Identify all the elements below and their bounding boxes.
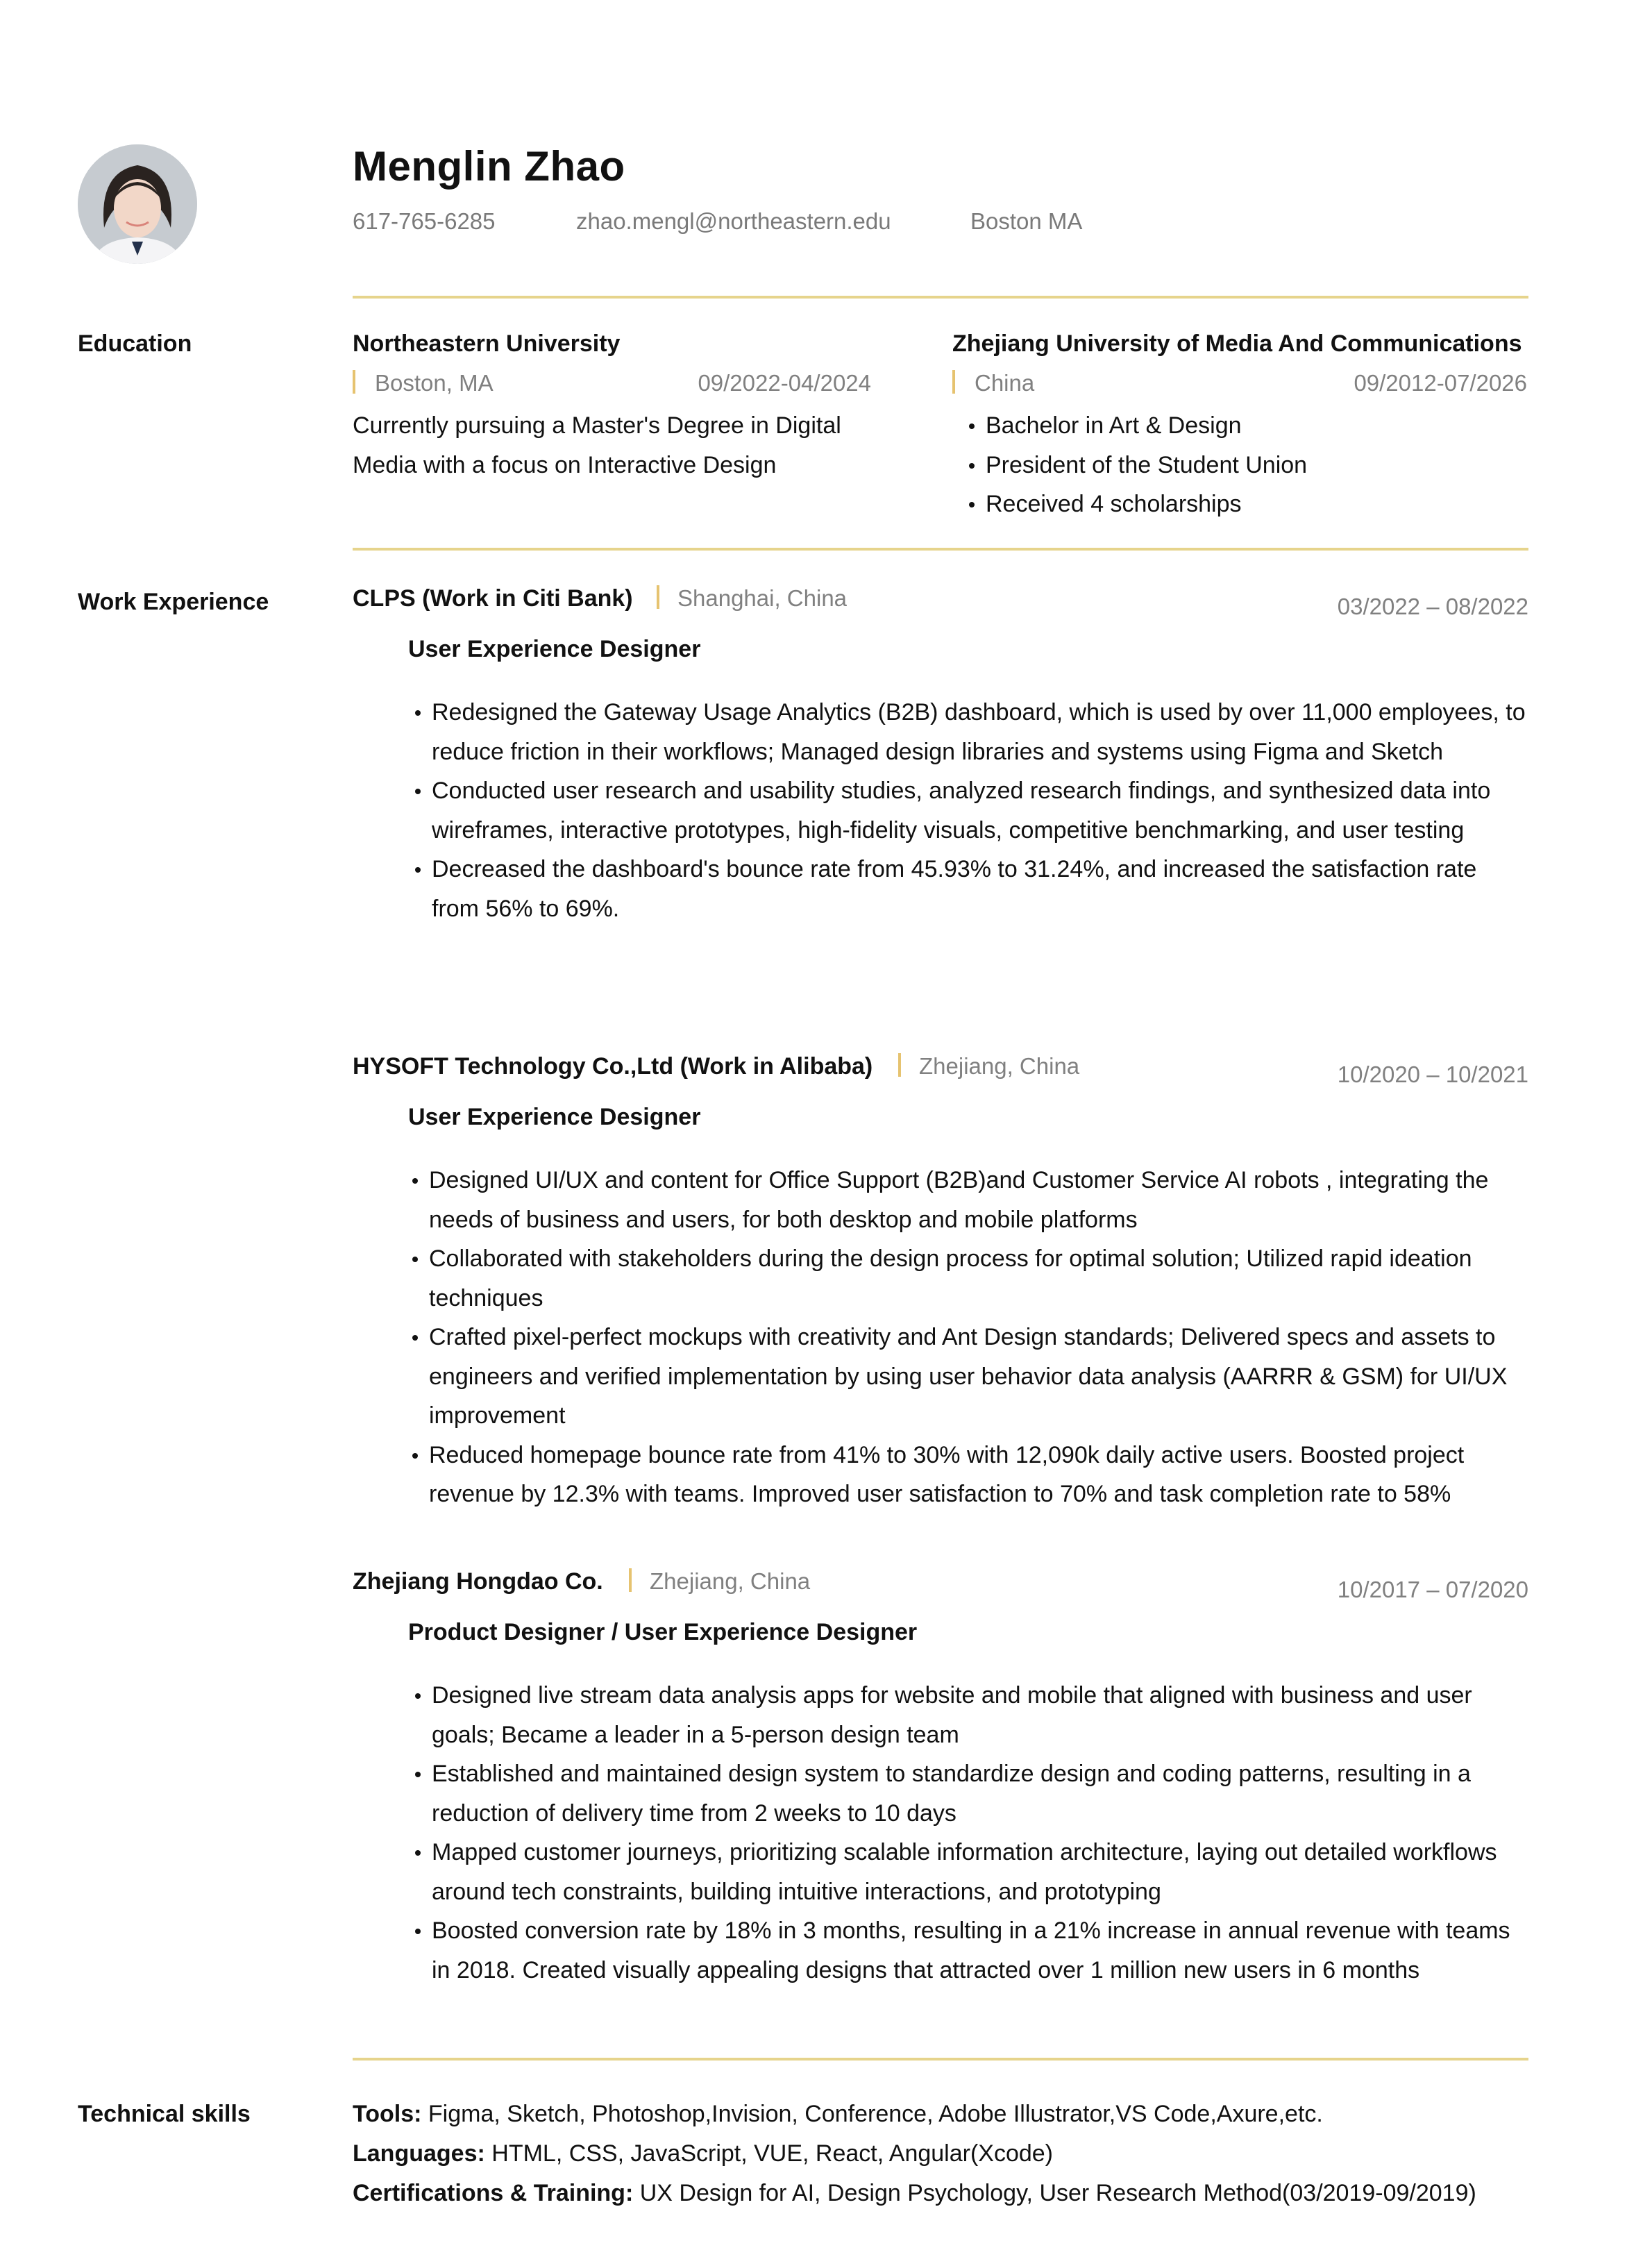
skills-certifications-value: UX Design for AI, Design Psychology, User Research Method(03/2019-09/2019) bbox=[633, 2180, 1476, 2206]
skills-certifications-label: Certifications & Training: bbox=[353, 2180, 634, 2206]
company-name: HYSOFT Technology Co.,Ltd (Work in Alibaba) bbox=[353, 1053, 873, 1080]
school-location: Boston, MA bbox=[375, 370, 494, 396]
job-bullets bbox=[432, 1676, 1528, 1990]
list-item: Designed UI/UX and content for Office Support (B2B)and Customer Service AI robots , integrating the needs of business and users, for both desktop and mobile platforms bbox=[429, 1161, 1528, 1239]
divider bbox=[353, 548, 1528, 551]
company-name: CLPS (Work in Citi Bank) bbox=[353, 585, 633, 612]
skills-tools bbox=[353, 2101, 1323, 2128]
school-dates: 09/2012-07/2026 bbox=[1354, 370, 1527, 396]
company-name: Zhejiang Hongdao Co. bbox=[353, 1568, 603, 1595]
skills-certifications bbox=[353, 2180, 1476, 2207]
list-item: President of the Student Union bbox=[986, 446, 1513, 485]
company-location: Zhejiang, China bbox=[919, 1053, 1080, 1079]
skills-tools-value: Figma, Sketch, Photoshop,Invision, Conference, Adobe Illustrator,VS Code,Axure,etc. bbox=[421, 2101, 1323, 2127]
company-location-bar bbox=[629, 1568, 632, 1592]
company-location: Shanghai, China bbox=[677, 585, 848, 611]
school-location: China bbox=[975, 370, 1035, 396]
divider bbox=[353, 2058, 1528, 2061]
skills-languages-value: HTML, CSS, JavaScript, VUE, React, Angular(Xcode) bbox=[484, 2140, 1054, 2167]
school-location-bar bbox=[952, 370, 955, 394]
school-name: Northeastern University bbox=[353, 330, 621, 357]
section-title-education: Education bbox=[78, 330, 192, 357]
school-dates: 09/2022-04/2024 bbox=[698, 370, 871, 396]
job-dates: 10/2017 – 07/2020 bbox=[1337, 1577, 1528, 1602]
list-item: Designed live stream data analysis apps for website and mobile that aligned with business and user goals; Became a leader in a 5-person design team bbox=[432, 1676, 1528, 1754]
candidate-name: Menglin Zhao bbox=[353, 143, 625, 190]
company-location-bar bbox=[657, 585, 659, 609]
skills-languages-label: Languages: bbox=[353, 2140, 485, 2167]
company-location: Zhejiang, China bbox=[650, 1568, 811, 1594]
job-role: Product Designer / User Experience Designer bbox=[408, 1619, 918, 1645]
list-item: Crafted pixel-perfect mockups with creativity and Ant Design standards; Delivered specs and assets to engineers and verified implementation by using user behavior data analysis (AARRR & GSM) for UI/UX improvement bbox=[429, 1318, 1528, 1436]
profile-photo-icon bbox=[78, 144, 197, 264]
phone-number: 617-765-6285 bbox=[353, 208, 496, 234]
list-item: Collaborated with stakeholders during the design process for optimal solution; Utilized rapid ideation techniques bbox=[429, 1239, 1528, 1318]
school-name: Zhejiang University of Media And Communications bbox=[952, 330, 1522, 357]
job-role: User Experience Designer bbox=[408, 1104, 701, 1130]
list-item: Conducted user research and usability studies, analyzed research findings, and synthesized data into wireframes, interactive prototypes, high-fidelity visuals, competitive benchmarking, and user testing bbox=[432, 771, 1528, 850]
school-location-bar bbox=[353, 370, 355, 394]
company-location-bar bbox=[898, 1053, 901, 1077]
list-item: Redesigned the Gateway Usage Analytics (B2B) dashboard, which is used by over 11,000 employees, to reduce friction in their workflows; Managed design libraries and systems using Figma and Sketch bbox=[432, 693, 1528, 771]
education-description-line: Media with a focus on Interactive Design bbox=[353, 452, 777, 478]
list-item: Received 4 scholarships bbox=[986, 485, 1513, 524]
list-item: Bachelor in Art & Design bbox=[986, 406, 1513, 446]
section-title-technical-skills: Technical skills bbox=[78, 2101, 251, 2127]
skills-languages bbox=[353, 2140, 1053, 2167]
education-description-line: Currently pursuing a Master's Degree in Digital bbox=[353, 412, 841, 439]
job-bullets bbox=[432, 693, 1528, 928]
divider bbox=[353, 296, 1528, 299]
list-item: Boosted conversion rate by 18% in 3 months, resulting in a 21% increase in annual revenue with teams in 2018. Created visually appealing designs that attracted over 1 million new users in 6 months bbox=[432, 1911, 1528, 1990]
job-dates: 10/2020 – 10/2021 bbox=[1337, 1061, 1528, 1087]
job-bullets bbox=[429, 1161, 1528, 1514]
job-dates: 03/2022 – 08/2022 bbox=[1337, 594, 1528, 619]
list-item: Reduced homepage bounce rate from 41% to 30% with 12,090k daily active users. Boosted project revenue by 12.3% with teams. Improved user satisfaction to 70% and task completion rate to 58% bbox=[429, 1436, 1528, 1514]
list-item: Decreased the dashboard's bounce rate from 45.93% to 31.24%, and increased the satisfaction rate from 56% to 69%. bbox=[432, 850, 1528, 928]
section-title-work-experience: Work Experience bbox=[78, 589, 269, 615]
job-role: User Experience Designer bbox=[408, 636, 701, 662]
education-bullets bbox=[986, 406, 1513, 524]
header-location: Boston MA bbox=[970, 208, 1083, 234]
avatar bbox=[78, 144, 197, 264]
skills-tools-label: Tools: bbox=[353, 2101, 422, 2127]
list-item: Mapped customer journeys, prioritizing scalable information architecture, laying out detailed workflows around tech constraints, building intuitive interactions, and prototyping bbox=[432, 1833, 1528, 1911]
list-item: Established and maintained design system to standardize design and coding patterns, resulting in a reduction of delivery time from 2 weeks to 10 days bbox=[432, 1754, 1528, 1833]
email-address: zhao.mengl@northeastern.edu bbox=[576, 208, 891, 234]
